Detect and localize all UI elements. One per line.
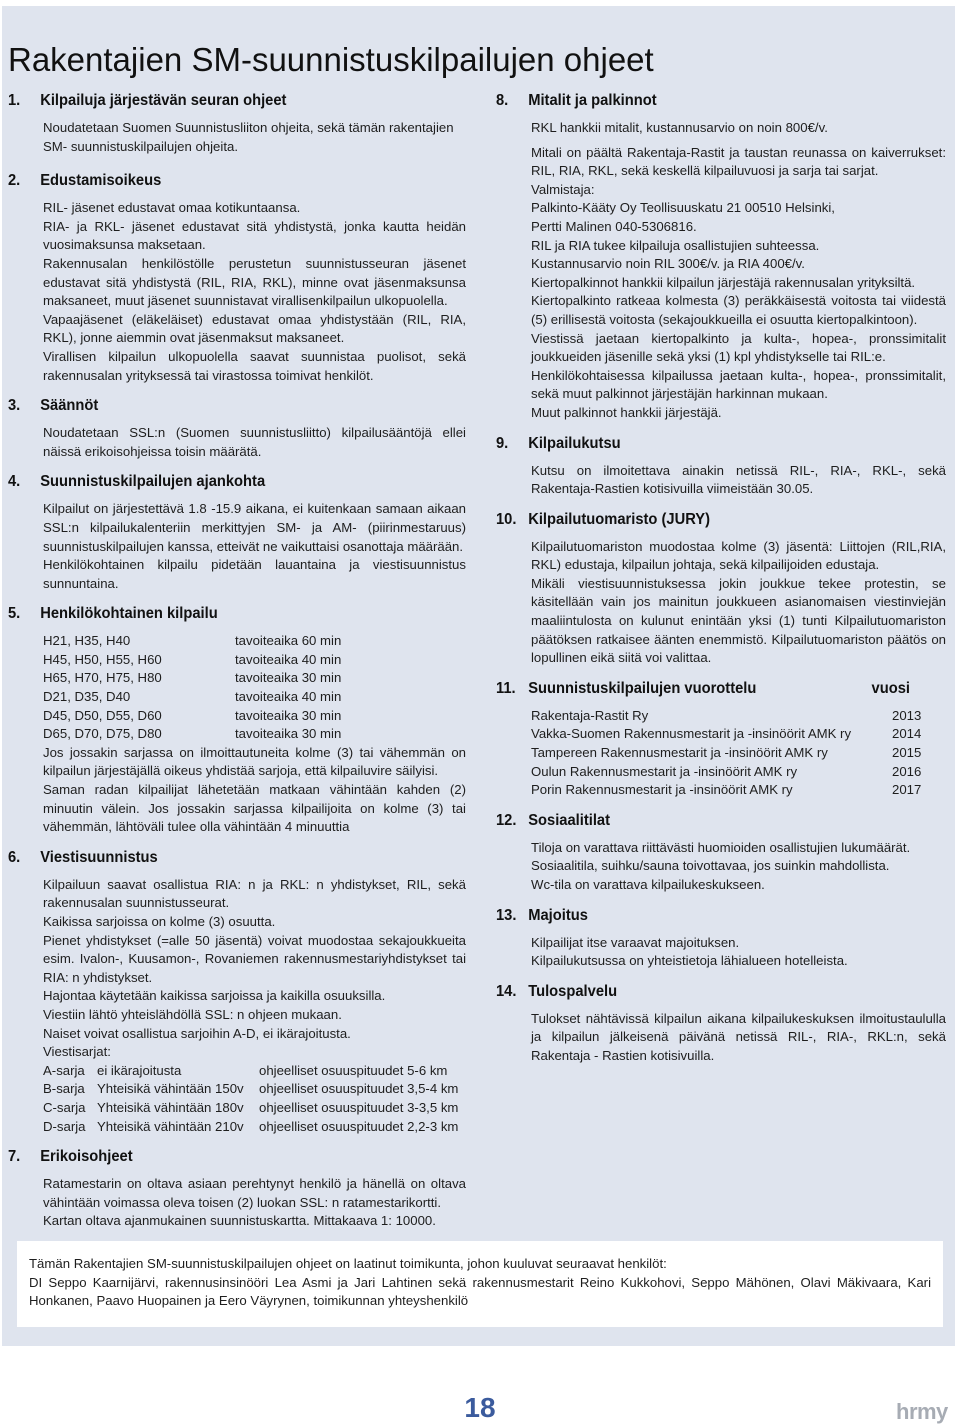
rotation-host: Rakentaja-Rastit Ry [531, 707, 649, 723]
class-row [43, 707, 466, 726]
paragraph: RIL ja RIA tukee kilpailuja osallistujien suhteessa. [531, 237, 820, 253]
paragraph: Kaikissa sarjoissa on kolme (3) osuutta. [43, 914, 276, 929]
section-heading: Erikoisohjeet [40, 1148, 133, 1166]
paragraph: Naiset voivat osallistua sarjoihin A-D, ei ikärajoitusta. [43, 1025, 351, 1041]
class-series: H65, H70, H75, H80 [43, 670, 162, 686]
class-series: D45, D50, D55, D60 [43, 707, 162, 723]
section-4 [8, 471, 466, 593]
class-series: D65, D70, D75, D80 [43, 726, 162, 742]
class-series: H21, H35, H40 [43, 633, 131, 649]
section-7 [8, 1146, 466, 1231]
relay-row [43, 1118, 466, 1137]
right-column [496, 90, 946, 1066]
section-heading: Sosiaalitilat [528, 811, 611, 829]
paragraph: Noudatetaan SSL:n (Suomen suunnistusliitto) kilpailusääntöjä ellei näissä erikoisohjeissa toisin määrätä. [43, 425, 466, 459]
paragraph: Wc-tila on varattava kilpailukeskukseen. [531, 877, 765, 892]
rotation-year: 2014 [892, 726, 922, 742]
section-5 [8, 603, 466, 837]
section-number: 7. [8, 1148, 21, 1166]
section-heading: Edustamisoikeus [40, 172, 162, 190]
rotation-host: Tampereen Rakennusmestarit ja -insinöörit AMK ry [531, 745, 828, 761]
paragraph: Pienet yhdistykset (=alle 50 jäsentä) voivat muodostaa sekajoukkueita esim. Ivalon-, Kuusamon-, Rovaniemen rakennusmestariyhdistykset tai RIA: n yhdistykset. [43, 932, 466, 985]
paragraph: Rakennusalan henkilöstölle perustetun suunnistusseuran jäsenet edustavat sitä yhdistystä (RIL, RIA, RKL), minne ovat jäsenmaksunsa maksaneet, muut jäsenet suunnistavat virallisenkilpailun ulkopuolella. [43, 255, 466, 309]
section-10 [496, 509, 946, 668]
paragraph: Henkilökohtaisessa kilpailussa jaetaan kulta-, hopea-, pronssimitalit, sekä muut palkinnot järjestäjän harkinnan mukaan. [531, 367, 946, 402]
section-heading: Suunnistuskilpailujen vuorottelu [528, 679, 757, 697]
class-target: tavoiteaika 30 min [235, 670, 342, 686]
section-number: 1. [8, 92, 21, 109]
section-3 [8, 395, 466, 461]
relay-row [43, 1062, 466, 1081]
section-2 [8, 170, 466, 385]
section-heading: Kilpailuja järjestävän seuran ohjeet [40, 92, 287, 109]
class-row [43, 669, 466, 688]
section-number: 10. [496, 510, 517, 528]
section-number: 9. [496, 434, 509, 452]
section-heading: Suunnistuskilpailujen ajankohta [40, 473, 266, 491]
paragraph: Kilpailukutsussa on yhteistietoja lähialueen hotelleista. [531, 953, 848, 969]
rotation-year: 2017 [892, 782, 922, 798]
section-heading: Tulospalvelu [528, 982, 618, 1000]
paragraph: Saman radan kilpailijat lähetetään matkaan vähintään kahden (2) minuutin välein. Jos jossakin sarjassa kilpailijoita on kolme (3) tai vähemmän, lähtöväli tulee olla vähintään 4 minuuttia [43, 782, 466, 835]
paragraph: Virallisen kilpailun ulkopuolella saavat suunnistaa puolisot, sekä rakennusalan yrityksessä tai virastossa toimivat henkilöt. [43, 348, 466, 383]
class-series: H45, H50, H55, H60 [43, 651, 162, 667]
relay-legs: ohjeelliset osuuspituudet 2,2-3 km [259, 1118, 459, 1134]
rotation-year: 2015 [892, 745, 922, 761]
paragraph: Noudatetaan Suomen Suunnistusliiton ohjeita, sekä tämän rakentajien SM- suunnistuskilpailujen ohjeita. [43, 120, 454, 154]
class-target: tavoiteaika 30 min [235, 726, 342, 742]
relay-age: Yhteisikä vähintään 150v [97, 1081, 244, 1097]
section-11 [496, 678, 946, 800]
paragraph: Jos jossakin sarjassa on ilmoittautuneita kolme (3) tai vähemmän on kilpailun järjestäjällä oikeus yhdistää sarjoja, että kilpailuvire säilyisi. [43, 744, 466, 779]
section-heading: Viestisuunnistus [40, 848, 158, 866]
paragraph: Henkilökohtainen kilpailu pidetään lauantaina ja viestisuunnistus sunnuntaina. [43, 557, 466, 591]
relay-age: Yhteisikä vähintään 210v [97, 1118, 244, 1134]
class-series: D21, D35, D40 [43, 689, 131, 705]
section-number: 8. [496, 92, 509, 109]
rotation-row [531, 744, 946, 763]
paragraph: RIA- ja RKL- jäsenet edustavat sitä yhdistystä, jonka kautta heidän vuosimaksunsa maksetaan. [43, 218, 466, 253]
paragraph: Kilpailijat itse varaavat majoituksen. [531, 934, 740, 950]
section-number: 3. [8, 397, 21, 415]
section-8 [496, 90, 946, 423]
section-heading: Säännöt [40, 397, 99, 415]
paragraph: Viestisarjat: [43, 1044, 111, 1060]
section-number: 6. [8, 848, 21, 866]
paragraph: Palkinto-Kääty Oy Teollisuuskatu 21 00510 Helsinki, [531, 200, 835, 216]
rotation-row [531, 707, 946, 726]
section-number: 12. [496, 811, 517, 829]
section-number: 13. [496, 906, 517, 924]
class-target: tavoiteaika 40 min [235, 651, 342, 667]
section-heading: Kilpailutuomaristo (JURY) [528, 510, 711, 528]
section-heading: Mitalit ja palkinnot [528, 92, 657, 109]
relay-series: B-sarja [43, 1081, 85, 1097]
class-row [43, 632, 466, 651]
paragraph: Kiertopalkinnot hankkii kilpailun järjestäjä rakennusalan yrityksiltä. [531, 274, 916, 290]
section-14 [496, 981, 946, 1066]
credits-intro: Tämän Rakentajien SM-suunnistuskilpailujen ohjeet on laatinut toimikunta, johon kuuluvat seuraavat henkilöt: [29, 1256, 667, 1271]
paragraph: Mikäli viestisuunnistuksessa jokin joukkue tekee protestin, se käsitellään vain jos mainitun joukkueen asianomaisen viestinviejän maaliintulosta on kulunut enintään yksi (1) tunti Kilpailutuomariston päätöksen ratkaisee äänten enemmistö. Kilpailutuomariston päätös on lopullinen eikä siitä voi valittaa. [531, 575, 946, 666]
section-number: 2. [8, 172, 21, 190]
paragraph: Sosiaalitila, suihku/sauna toivottavaa, jos suinkin mahdollista. [531, 858, 890, 874]
paragraph: Kutsu on ilmoitettava ainakin netissä RIL-, RIA-, RKL-, sekä Rakentaja-Rastien kotisivuilla viimeistään 30.05. [531, 462, 946, 497]
rotation-row [531, 725, 946, 744]
section-heading: Henkilökohtainen kilpailu [40, 605, 218, 623]
publisher-logo: hrmy [896, 1399, 948, 1424]
rotation-row [531, 781, 946, 800]
paragraph: Muut palkinnot hankkii järjestäjä. [531, 404, 722, 420]
section-1 [8, 90, 466, 156]
relay-series: A-sarja [43, 1062, 85, 1078]
year-column-label: vuosi [871, 679, 910, 697]
section-9 [496, 433, 946, 499]
paragraph: RIL- jäsenet edustavat omaa kotikuntaansa. [43, 200, 301, 216]
class-target: tavoiteaika 40 min [235, 689, 342, 705]
section-6 [8, 847, 466, 1136]
rotation-row [531, 763, 946, 782]
paragraph: Pertti Malinen 040-5306816. [531, 218, 697, 234]
page-title: Rakentajien SM-suunnistuskilpailujen ohjeet [8, 41, 654, 79]
rotation-host: Vakka-Suomen Rakennusmestarit ja -insinöörit AMK ry [531, 726, 852, 742]
paragraph: RKL hankkii mitalit, kustannusarvio on noin 800€/v. [531, 120, 828, 135]
section-12 [496, 810, 946, 895]
paragraph: Tiloja on varattava riittävästi huomioiden osallistujien lukumäärät. [531, 839, 911, 855]
relay-legs: ohjeelliset osuuspituudet 3-3,5 km [259, 1099, 459, 1115]
class-target: tavoiteaika 60 min [235, 633, 342, 649]
paragraph: Kilpailuun saavat osallistua RIA: n ja RKL: n yhdistykset, RIL, sekä rakennusalan suunnistusseurat. [43, 876, 466, 911]
paragraph: Valmistaja: [531, 181, 595, 197]
class-target: tavoiteaika 30 min [235, 707, 342, 723]
rotation-year: 2016 [892, 763, 922, 779]
rotation-host: Porin Rakennusmestarit ja -insinöörit AMK ry [531, 782, 793, 798]
section-number: 11. [496, 679, 516, 697]
page-number: 18 [464, 1392, 496, 1423]
credits-names: DI Seppo Kaarnijärvi, rakennusinsinööri Lea Asmi ja Jari Lahtinen sekä rakennusmestarit Reino Kukkohovi, Seppo Mähönen, Olavi Mäkivaara, Kari Honkanen, Paavo Huopainen ja Eero Väyrynen, toimikunnan yhteyshenkilö [29, 1274, 931, 1309]
relay-age: Yhteisikä vähintään 180v [97, 1099, 244, 1115]
class-row [43, 688, 466, 707]
relay-row [43, 1099, 466, 1118]
paragraph: Kartan oltava ajanmukainen suunnistuskartta. Mittakaava 1: 10000. [43, 1213, 436, 1229]
section-number: 4. [8, 473, 21, 491]
relay-series: C-sarja [43, 1099, 86, 1115]
paragraph: Mitali on päältä Rakentaja-Rastit ja taustan reunassa on kaiverrukset: RIL, RIA, RKL, sekä keskellä kilpailuvuosi ja sarja tai sarjat. [531, 144, 946, 179]
left-column [8, 90, 466, 1231]
section-number: 14. [496, 982, 517, 1000]
paragraph: Vapaajäsenet (eläkeläiset) edustavat omaa yhdistystään (RIL, RIA, RKL), jonne aiemmin ovat jäsenmaksut maksaneet. [43, 311, 466, 346]
section-heading: Kilpailukutsu [528, 434, 621, 452]
section-number: 5. [8, 605, 21, 623]
relay-age: ei ikärajoitusta [97, 1062, 182, 1078]
rotation-year: 2013 [892, 707, 922, 723]
relay-legs: ohjeelliset osuuspituudet 3,5-4 km [259, 1081, 459, 1097]
relay-row [43, 1080, 466, 1099]
paragraph: Viestissä jaetaan kiertopalkinto ja kulta-, hopea-, pronssimitalit joukkueiden jäsenille sekä yksi (1) kpl yhdistykselle tai RIL:e. [531, 330, 946, 365]
paragraph: Kiertopalkinto ratkeaa kolmesta (3) peräkkäisestä voitosta tai viidestä (5) erillisestä voitosta (sekajoukkueilla ei osuutta kiertopalkintoon). [531, 293, 946, 327]
paragraph: Hajontaa käytetään kaikissa sarjoissa ja kaikilla osuuksilla. [43, 988, 386, 1004]
paragraph: Viestiin lähtö yhteislähdöllä SSL: n ohjeen mukaan. [43, 1006, 342, 1022]
section-heading: Majoitus [528, 906, 588, 924]
relay-series: D-sarja [43, 1118, 86, 1134]
class-row [43, 651, 466, 670]
paragraph: Kilpailut on järjestettävä 1.8 -15.9 aikana, ei kuitenkaan samaan aikaan SSL:n kilpailukalenteriin merkittyjen SM- ja AM- (piirinmestaruus) suunnistuskilpailujen kanssa, etteivät ne vaikuttaisi osanottaja määrään. [43, 501, 466, 554]
rotation-host: Oulun Rakennusmestarit ja -insinöörit AMK ry [531, 763, 798, 779]
relay-legs: ohjeelliset osuuspituudet 5-6 km [259, 1062, 448, 1078]
section-13 [496, 905, 946, 971]
paragraph: Tulokset nähtävissä kilpailun aikana kilpailukeskuksen ilmoitustaululla ja kilpailun jälkeisenä päivänä netissä RIL-, RIA-, RKL:n, sekä Rakentaja - Rastien kotisivuilla. [531, 1010, 946, 1063]
paragraph: Kilpailutuomariston muodostaa kolme (3) jäsentä: Liittojen (RIL,RIA, RKL) edustaja, kilpailun johtaja, sekä kilpailijoiden edustaja. [531, 538, 946, 573]
credits-box [17, 1241, 943, 1327]
class-row [43, 725, 466, 744]
paragraph: Ratamestarin on oltava asiaan perehtynyt henkilö ja hänellä on oltava vähintään voimassa oleva toisen (2) luokan SSL: n ratamestarikortti. [43, 1176, 466, 1210]
paragraph: Kustannusarvio noin RIL 300€/v. ja RIA 400€/v. [531, 256, 805, 272]
